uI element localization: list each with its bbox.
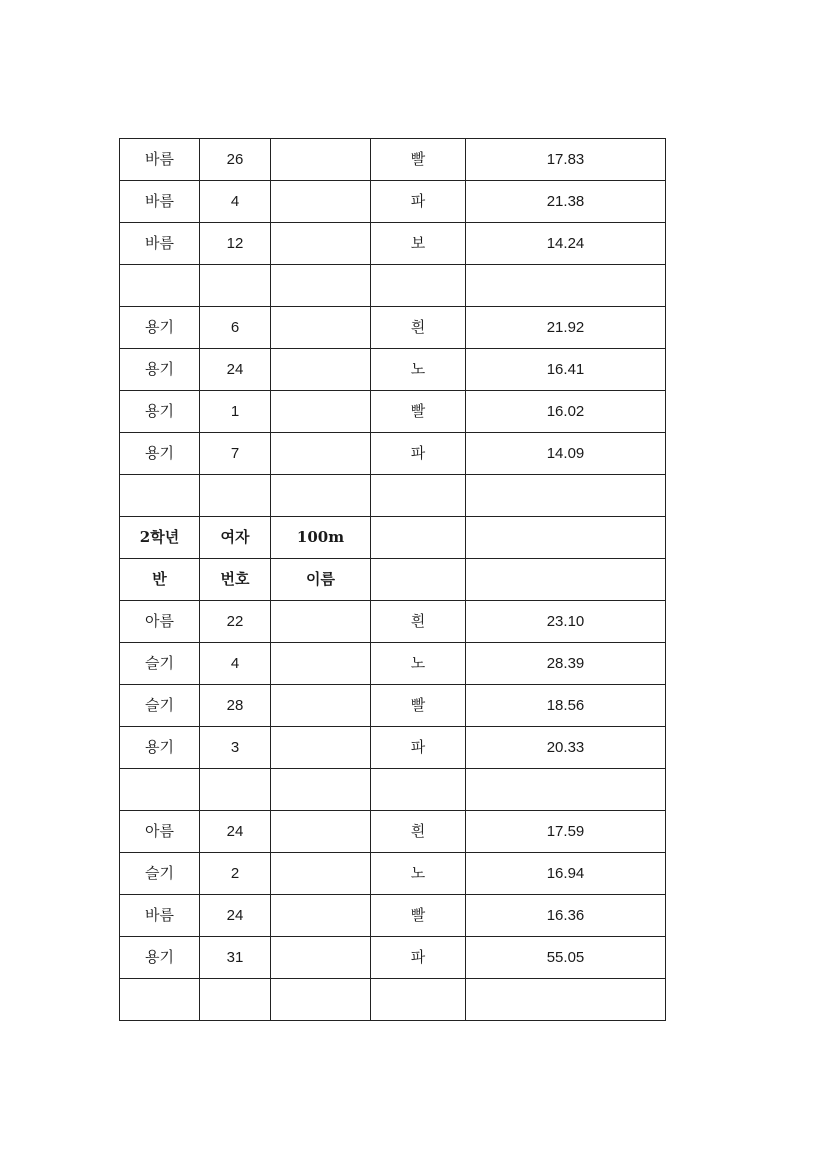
class-cell: 용기: [120, 307, 200, 349]
table-row: [120, 937, 666, 979]
number-cell: 4: [200, 181, 271, 223]
color-cell: 흰: [371, 811, 466, 853]
name-cell: [271, 685, 371, 727]
color-cell: [371, 979, 466, 1021]
number-cell: 2: [200, 853, 271, 895]
class-cell: [120, 265, 200, 307]
name-cell: [271, 727, 371, 769]
table-row: [120, 895, 666, 937]
record-cell: [466, 979, 666, 1021]
name-cell: [271, 979, 371, 1021]
number-cell: [200, 475, 271, 517]
table-row: [120, 769, 666, 811]
number-cell: 31: [200, 937, 271, 979]
table-row: [120, 643, 666, 685]
name-cell: [271, 139, 371, 181]
class-cell: 바름: [120, 181, 200, 223]
record-cell: 23.10: [466, 601, 666, 643]
record-cell: 16.94: [466, 853, 666, 895]
number-cell: 4: [200, 643, 271, 685]
class-cell: 바름: [120, 223, 200, 265]
record-cell: 16.36: [466, 895, 666, 937]
class-cell: 바름: [120, 139, 200, 181]
record-cell: [466, 517, 666, 559]
number-cell: [200, 265, 271, 307]
color-cell: 노: [371, 349, 466, 391]
name-cell: [271, 769, 371, 811]
table-row: [120, 727, 666, 769]
record-cell: 14.09: [466, 433, 666, 475]
color-cell: 빨: [371, 895, 466, 937]
record-cell: [466, 265, 666, 307]
name-cell: 100m: [271, 517, 371, 559]
color-cell: 파: [371, 937, 466, 979]
record-cell: 17.83: [466, 139, 666, 181]
name-cell: [271, 853, 371, 895]
color-cell: 빨: [371, 391, 466, 433]
table-row: [120, 433, 666, 475]
class-cell: [120, 475, 200, 517]
records-table: [119, 138, 666, 1021]
name-cell: [271, 391, 371, 433]
class-cell: [120, 979, 200, 1021]
color-cell: [371, 475, 466, 517]
record-cell: 21.92: [466, 307, 666, 349]
number-cell: [200, 769, 271, 811]
number-cell: 3: [200, 727, 271, 769]
class-cell: 용기: [120, 727, 200, 769]
name-cell: [271, 349, 371, 391]
name-cell: [271, 265, 371, 307]
record-cell: 17.59: [466, 811, 666, 853]
name-cell: [271, 643, 371, 685]
class-cell: 아름: [120, 811, 200, 853]
number-cell: 24: [200, 349, 271, 391]
class-cell: [120, 769, 200, 811]
name-cell: 이름: [271, 559, 371, 601]
number-cell: 26: [200, 139, 271, 181]
color-cell: 파: [371, 433, 466, 475]
record-cell: 21.38: [466, 181, 666, 223]
color-cell: [371, 265, 466, 307]
color-cell: [371, 769, 466, 811]
table-row: [120, 811, 666, 853]
class-cell: 용기: [120, 349, 200, 391]
record-cell: [466, 475, 666, 517]
color-cell: 노: [371, 643, 466, 685]
class-cell: 용기: [120, 433, 200, 475]
name-cell: [271, 811, 371, 853]
name-cell: [271, 433, 371, 475]
color-cell: 파: [371, 181, 466, 223]
record-cell: 16.41: [466, 349, 666, 391]
table-row: [120, 559, 666, 601]
table-row: [120, 181, 666, 223]
color-cell: 보: [371, 223, 466, 265]
name-cell: [271, 475, 371, 517]
number-cell: 1: [200, 391, 271, 433]
class-cell: 슬기: [120, 685, 200, 727]
number-cell: 여자: [200, 517, 271, 559]
table-row: [120, 475, 666, 517]
color-cell: 파: [371, 727, 466, 769]
class-cell: 용기: [120, 391, 200, 433]
table-row: [120, 139, 666, 181]
class-cell: 슬기: [120, 853, 200, 895]
records-table-body: [120, 139, 666, 1021]
number-cell: 28: [200, 685, 271, 727]
number-cell: 번호: [200, 559, 271, 601]
number-cell: 24: [200, 895, 271, 937]
name-cell: [271, 181, 371, 223]
number-cell: 12: [200, 223, 271, 265]
record-cell: [466, 769, 666, 811]
color-cell: [371, 517, 466, 559]
number-cell: 7: [200, 433, 271, 475]
record-cell: 55.05: [466, 937, 666, 979]
class-cell: 반: [120, 559, 200, 601]
color-cell: 흰: [371, 307, 466, 349]
table-row: [120, 223, 666, 265]
table-row: [120, 979, 666, 1021]
table-row: [120, 307, 666, 349]
color-cell: [371, 559, 466, 601]
record-cell: 20.33: [466, 727, 666, 769]
table-row: [120, 349, 666, 391]
class-cell: 슬기: [120, 643, 200, 685]
name-cell: [271, 895, 371, 937]
record-cell: 18.56: [466, 685, 666, 727]
class-cell: 2학년: [120, 517, 200, 559]
color-cell: 흰: [371, 601, 466, 643]
number-cell: 24: [200, 811, 271, 853]
name-cell: [271, 937, 371, 979]
table-row: [120, 265, 666, 307]
class-cell: 용기: [120, 937, 200, 979]
record-cell: [466, 559, 666, 601]
color-cell: 빨: [371, 139, 466, 181]
color-cell: 노: [371, 853, 466, 895]
table-row: [120, 391, 666, 433]
record-cell: 16.02: [466, 391, 666, 433]
table-row: [120, 685, 666, 727]
name-cell: [271, 601, 371, 643]
table-row: [120, 853, 666, 895]
name-cell: [271, 307, 371, 349]
class-cell: 아름: [120, 601, 200, 643]
number-cell: [200, 979, 271, 1021]
record-cell: 28.39: [466, 643, 666, 685]
table-row: [120, 601, 666, 643]
name-cell: [271, 223, 371, 265]
color-cell: 빨: [371, 685, 466, 727]
table-row: [120, 517, 666, 559]
number-cell: 22: [200, 601, 271, 643]
record-cell: 14.24: [466, 223, 666, 265]
class-cell: 바름: [120, 895, 200, 937]
number-cell: 6: [200, 307, 271, 349]
